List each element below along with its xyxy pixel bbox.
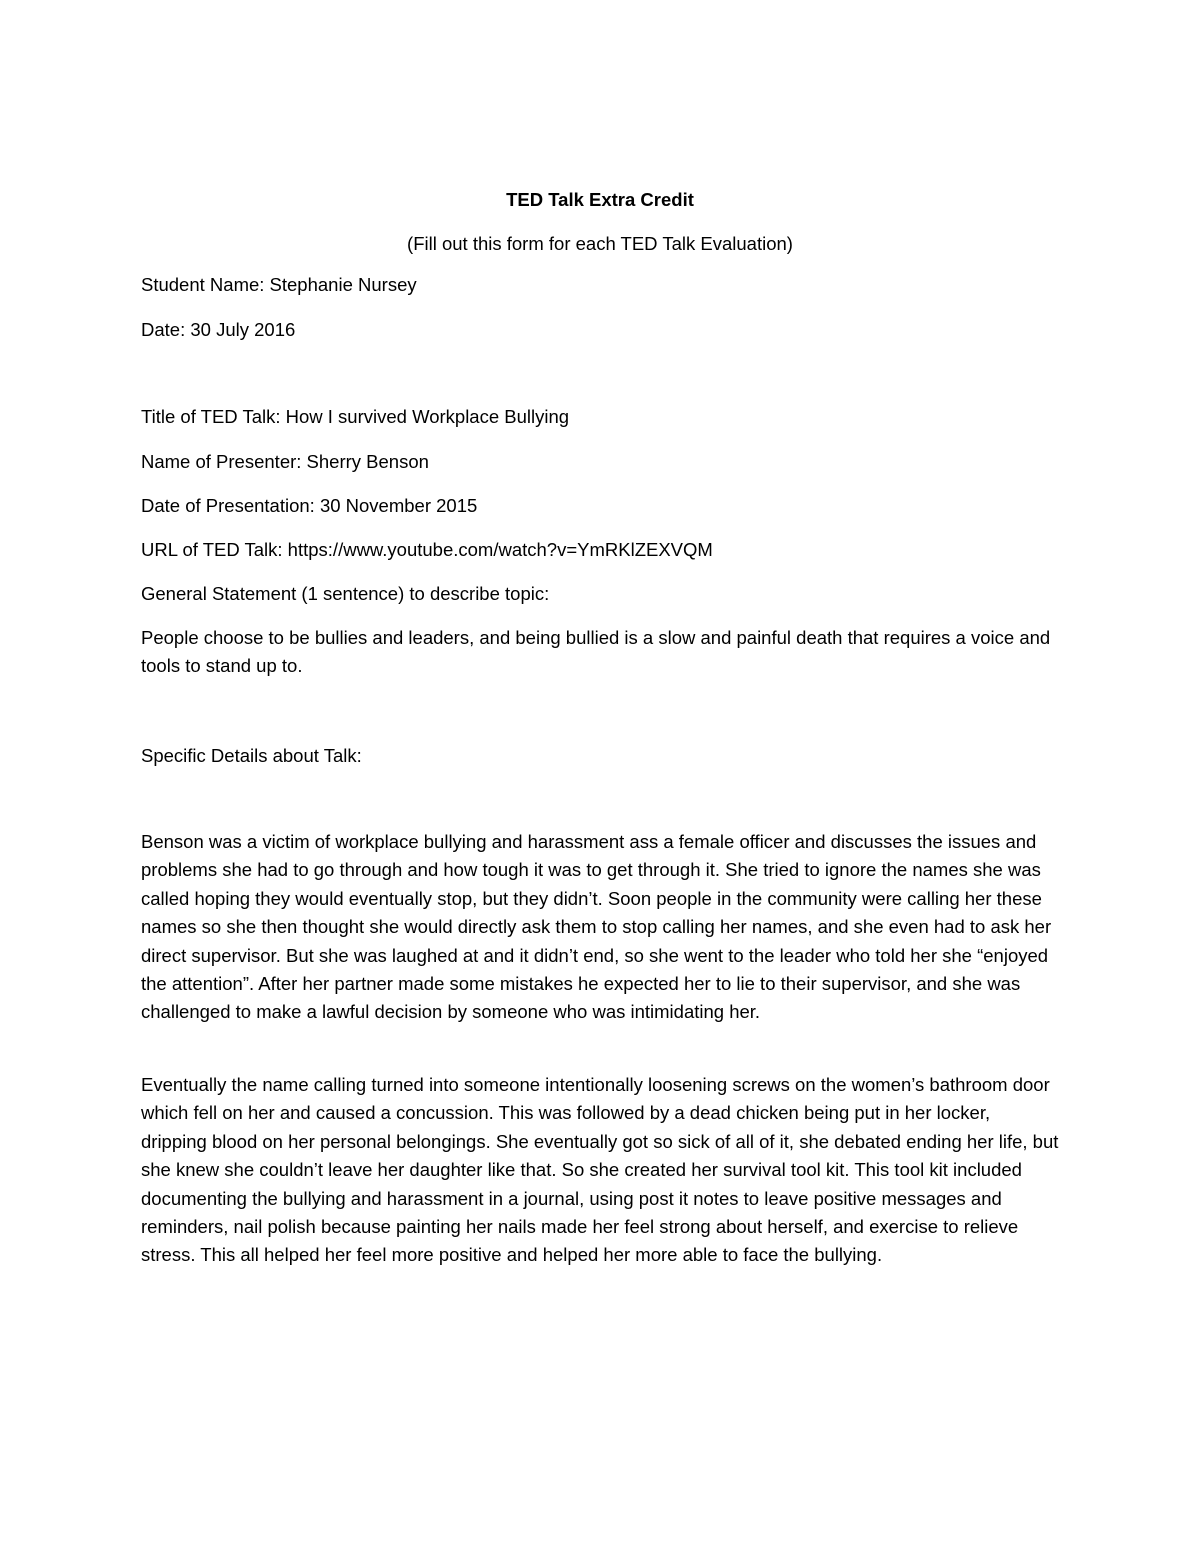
ted-talk-title: Title of TED Talk: How I survived Workplace Bullying	[141, 406, 570, 427]
details-paragraph-1-text: Benson was a victim of workplace bullying and harassment ass a female officer and discusses the issues and problems she had to go through and how tough it was to get through it. She tried to ignore the names she was called hoping they would eventually stop, but they didn’t. Soon people in the community were calling her these names so she then thought she would directly ask them to stop calling her names, and she even had to ask her direct supervisor. But she was laughed at and it didn’t end, so she went to the leader who told her she “enjoyed the attention”. After her partner made some mistakes he expected her to lie to their supervisor, and she was challenged to make a lawful decision by someone who was intimidating her.	[141, 831, 1052, 1023]
general-statement	[141, 624, 1061, 681]
presentation-date: Date of Presentation: 30 November 2015	[141, 495, 478, 516]
specific-details-label: Specific Details about Talk:	[141, 745, 362, 766]
ted-talk-url: URL of TED Talk: https://www.youtube.com/watch?v=YmRKlZEXVQM	[141, 539, 713, 560]
student-name: Student Name: Stephanie Nursey	[141, 274, 417, 295]
document-title: TED Talk Extra Credit	[506, 189, 694, 210]
details-paragraph-2-text: Eventually the name calling turned into someone intentionally loosening screws on the women’s bathroom door which fell on her and caused a concussion. This was followed by a dead chicken being put in her locker, dripping blood on her personal belongings. She eventually got so sick of all of it, she debated ending her life, but she knew she couldn’t leave her daughter like that. So she created her survival tool kit. This tool kit included documenting the bullying and harassment in a journal, using post it notes to leave positive messages and reminders, nail polish because painting her nails made her feel strong about herself, and exercise to relieve stress. This all helped her feel more positive and helped her more able to face the bullying.	[141, 1074, 1059, 1266]
details-paragraph-2	[141, 1071, 1061, 1270]
general-statement-label: General Statement (1 sentence) to describe topic:	[141, 583, 550, 604]
details-paragraph-1	[141, 828, 1061, 1027]
presenter-name: Name of Presenter: Sherry Benson	[141, 451, 429, 472]
date: Date: 30 July 2016	[141, 319, 296, 340]
document-subtitle: (Fill out this form for each TED Talk Evaluation)	[407, 233, 793, 254]
general-statement-text: People choose to be bullies and leaders, and being bullied is a slow and painful death that requires a voice and tools to stand up to.	[141, 627, 1051, 677]
